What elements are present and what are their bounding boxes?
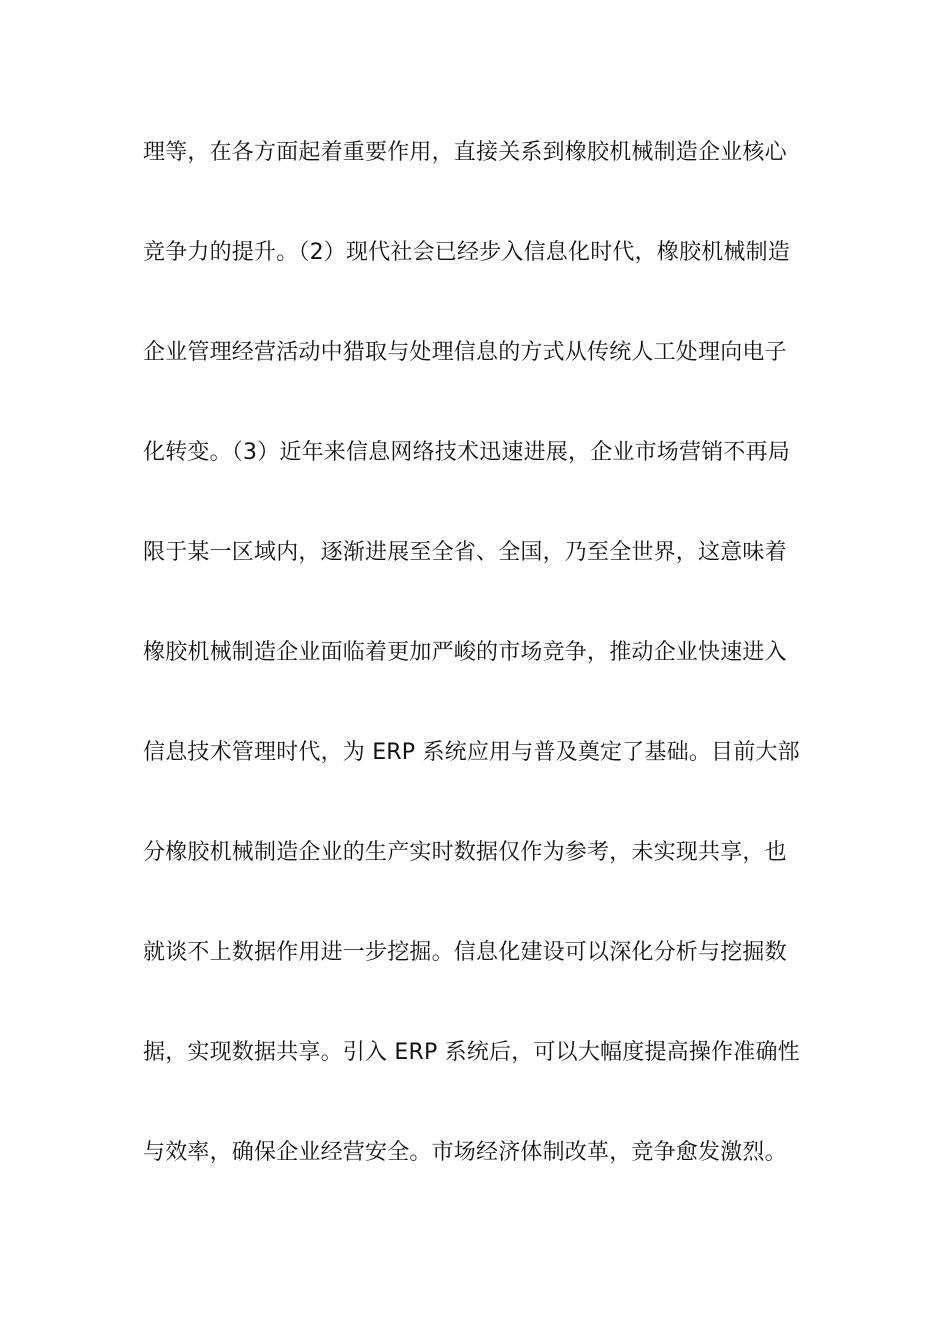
text-line: 限于某一区域内，逐渐进展至全省、全国，乃至全世界，这意味着 xyxy=(143,540,787,565)
text-line: 就谈不上数据作用进一步挖掘。信息化建设可以深化分析与挖掘数 xyxy=(143,940,787,965)
text-line: 企业管理经营活动中猎取与处理信息的方式从传统人工处理向电子 xyxy=(143,340,787,365)
body-text xyxy=(143,128,813,1228)
text-line: 竞争力的提升。（2）现代社会已经步入信息化时代，橡胶机械制造 xyxy=(143,240,790,265)
text-line: 化转变。（3）近年来信息网络技术迅速进展，企业市场营销不再局 xyxy=(143,440,790,465)
text-line: 分橡胶机械制造企业的生产实时数据仅作为参考，未实现共享，也 xyxy=(143,840,787,865)
text-line: 与效率，确保企业经营安全。市场经济体制改革，竞争愈发激烈。 xyxy=(143,1140,787,1165)
text-line: 理等，在各方面起着重要作用，直接关系到橡胶机械制造企业核心 xyxy=(143,140,787,165)
text-line: 橡胶机械制造企业面临着更加严峻的市场竞争，推动企业快速进入 xyxy=(143,640,787,665)
text-line: 据，实现数据共享。引入 ERP 系统后，可以大幅度提高操作准确性 xyxy=(143,1040,800,1065)
text-line: 信息技术管理时代，为 ERP 系统应用与普及奠定了基础。目前大部 xyxy=(143,740,800,765)
